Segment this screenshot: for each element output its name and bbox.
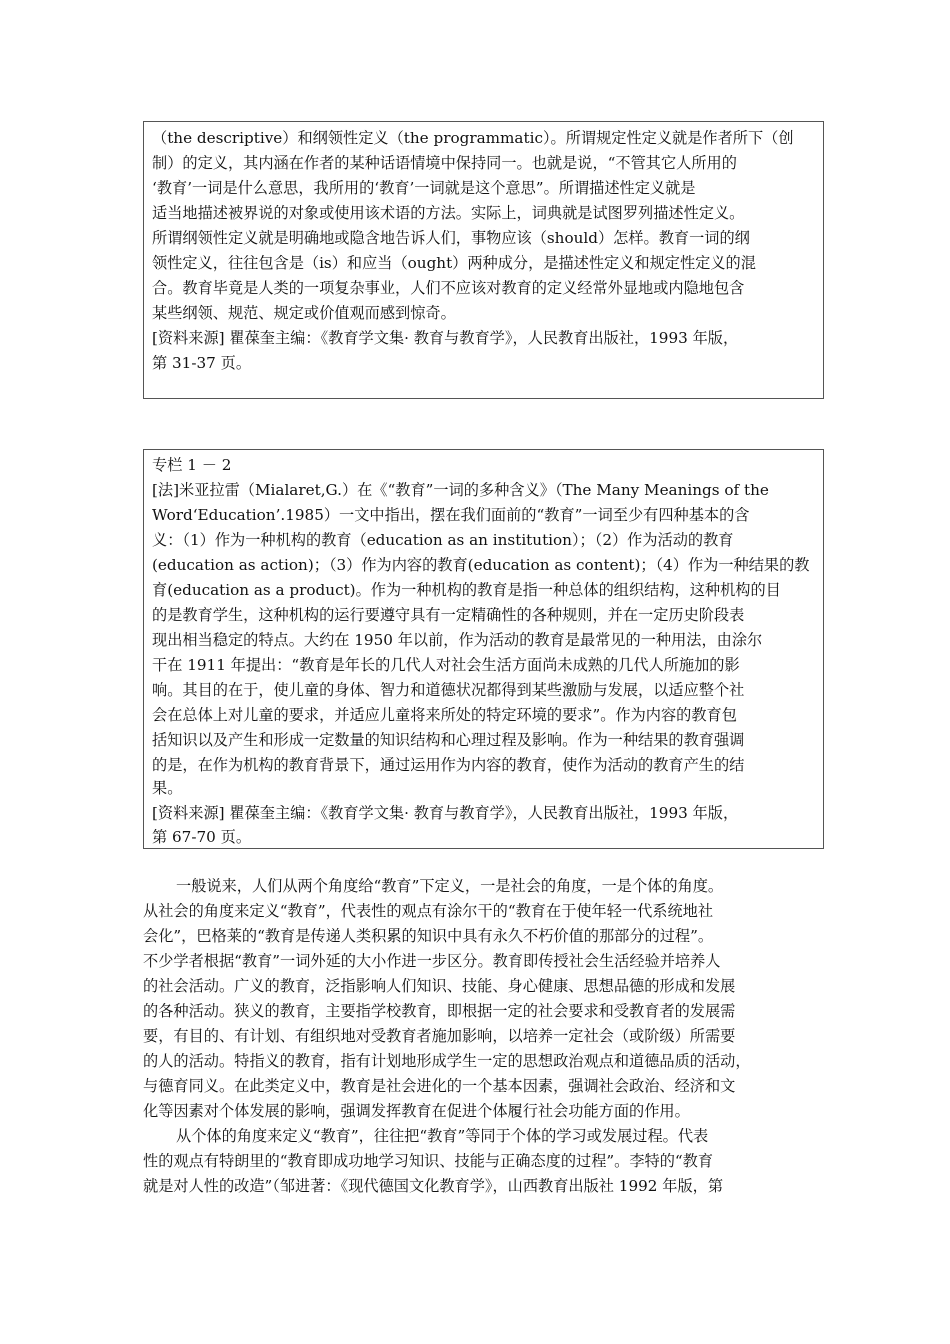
box2-line: 现出相当稳定的特点。大约在 1950 年以前，作为活动的教育是最常见的一种用法，由涂尔 [152,631,763,649]
body-paragraph-line: 性的观点有特朗里的“教育即成功地学习知识、技能与正确态度的过程”。李特的“教育 [143,1152,714,1170]
box2-source-line: 第 67-70 页。 [152,828,252,846]
box1-line: 领性定义，往往包含是（is）和应当（ought）两种成分，是描述性定义和规定性定义的混 [152,254,756,272]
box2-line: 的是教育学生，这种机构的运行要遵守具有一定精确性的各种规则，并在一定历史阶段表 [152,606,745,624]
box2-source-line: [资料来源] 瞿葆奎主编：《教育学文集· 教育与教育学》，人民教育出版社，1993 年版， [152,804,739,822]
box2-line: 会在总体上对儿童的要求，并适应儿童将来所处的特定环境的要求”。作为内容的教育包 [152,706,737,724]
box2-line: 义：（1）作为一种机构的教育（education as an institution）；（2）作为活动的教育 [152,531,734,549]
body-paragraph-line: 要，有目的、有计划、有组织地对受教育者施加影响，以培养一定社会（或阶级）所需要 [143,1027,736,1045]
box2-line: Word‘Education’.1985）一文中指出，摆在我们面前的“教育”一词至少有四种基本的含 [152,506,750,524]
box2-title: 专栏 1 － 2 [152,456,232,474]
box2-line: 果。 [152,779,183,797]
box1-source-line: [资料来源] 瞿葆奎主编：《教育学文集· 教育与教育学》，人民教育出版社，1993 年版， [152,329,739,347]
body-paragraph-line: 化等因素对个体发展的影响，强调发挥教育在促进个体履行社会功能方面的作用。 [143,1102,690,1120]
body-paragraph-line: 从个体的角度来定义“教育”，往往把“教育”等同于个体的学习或发展过程。代表 [176,1127,709,1145]
box2-line: 的是，在作为机构的教育背景下，通过运用作为内容的教育，使作为活动的教育产生的结 [152,756,745,774]
body-paragraph-line: 的各种活动。狭义的教育，主要指学校教育，即根据一定的社会要求和受教育者的发展需 [143,1002,736,1020]
body-paragraph-line: 会化”，巴格莱的“教育是传递人类积累的知识中具有永久不朽价值的那部分的过程”。 [143,927,714,945]
body-paragraph-line: 不少学者根据“教育”一词外延的大小作进一步区分。教育即传授社会生活经验并培养人 [143,952,721,970]
box2-line: 响。其目的在于，使儿童的身体、智力和道德状况都得到某些激励与发展，以适应整个社 [152,681,745,699]
box1-source-line: 第 31-37 页。 [152,354,252,372]
box1-line: 合。教育毕竟是人类的一项复杂事业，人们不应该对教育的定义经常外显地或内隐地包含 [152,279,745,297]
body-paragraph-line: 的社会活动。广义的教育，泛指影响人们知识、技能、身心健康、思想品德的形成和发展 [143,977,736,995]
body-paragraph-line: 从社会的角度来定义“教育”，代表性的观点有涂尔干的“教育在于使年轻一代系统地社 [143,902,714,920]
box2-line: 育(education as a product)。作为一种机构的教育是指一种总体的组织结构，这种机构的目 [152,581,781,599]
box1-line: ‘教育’一词是什么意思，我所用的‘教育’一词就是这个意思”。所谓描述性定义就是 [152,179,696,197]
box2-line: (education as action)；（3）作为内容的教育(education as content)；（4）作为一种结果的教 [152,556,810,574]
body-paragraph-line: 的人的活动。特指义的教育，指有计划地形成学生一定的思想政治观点和道德品质的活动， [143,1052,751,1070]
box1-line: 某些纲领、规范、规定或价值观而感到惊奇。 [152,304,456,322]
box1-line: （the descriptive）和纲领性定义（the programmatic）。所谓规定性定义就是作者所下（创 [152,129,794,147]
body-paragraph-line: 就是对人性的改造”（邹进著：《现代德国文化教育学》，山西教育出版社 1992 年版，第 [143,1177,724,1195]
body-paragraph-line: 与德育同义。在此类定义中，教育是社会进化的一个基本因素，强调社会政治、经济和文 [143,1077,736,1095]
box2-line: 括知识以及产生和形成一定数量的知识结构和心理过程及影响。作为一种结果的教育强调 [152,731,745,749]
box2-line: [法]米亚拉雷（Mialaret,G.）在《“教育”一词的多种含义》（The Many Meanings of the [152,481,769,499]
box1-line: 所谓纲领性定义就是明确地或隐含地告诉人们，事物应该（should）怎样。教育一词的纲 [152,229,750,247]
body-paragraph-line: 一般说来，人们从两个角度给“教育”下定义，一是社会的角度，一是个体的角度。 [176,877,724,895]
box2-line: 干在 1911 年提出：“教育是年长的几代人对社会生活方面尚未成熟的几代人所施加的影 [152,656,740,674]
box1-line: 适当地描述被界说的对象或使用该术语的方法。实际上，词典就是试图罗列描述性定义。 [152,204,745,222]
box1-line: 制）的定义，其内涵在作者的某种话语情境中保持同一。也就是说，“不管其它人所用的 [152,154,737,172]
